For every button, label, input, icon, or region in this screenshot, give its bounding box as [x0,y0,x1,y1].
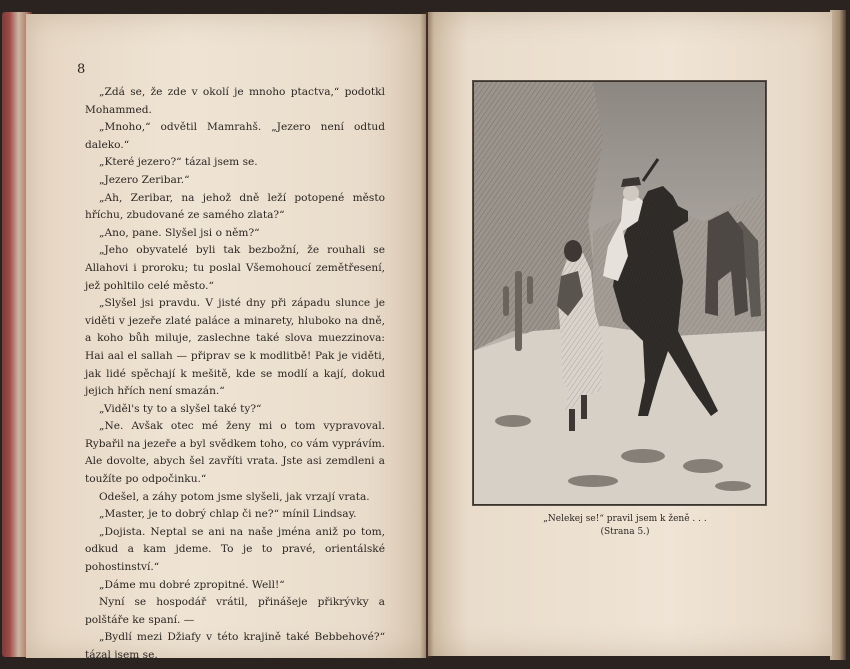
paragraph: Nyní se hospodář vrátil, přinášeje přikrývky a polštáře ke spaní. — [85,596,385,626]
caption-page-reference: (Strana 5.) [600,527,650,537]
paragraph: Odešel, a záhy potom jsme slyšeli, jak vrzají vrata. [99,490,370,503]
page-number: 8 [77,62,86,77]
illustration-caption [510,513,740,539]
paragraph: „Ano, pane. Slyšel jsi o něm?“ [99,226,260,239]
paragraph: „Dáme mu dobré zpropitné. Well!“ [99,578,285,591]
paragraph: „Které jezero?“ tázal jsem se. [99,156,258,169]
paragraph: „Viděl's ty to a slyšel také ty?“ [99,402,262,415]
paragraph: „Zdá se, že zde v okolí je mnoho ptactva,“ podotkl Mohammed. [85,86,385,116]
paragraph: „Master, je to dobrý chlap či ne?“ mínil Lindsay. [99,508,357,521]
book-spine [420,12,434,658]
book-cover-right [830,10,846,660]
paragraph: „Jeho obyvatelé byli tak bezbožní, že rouhali se Allahovi i proroku; tu poslal Všemohoucí zemětřesení, jež pohltilo celé město.“ [85,244,385,292]
paragraph: „Ne. Avšak otec mé ženy mi o tom vypravoval. Rybařil na jezeře a byl svědkem toho, co vám vyprávím. Ale dovolte, abych šel zavříti vrata. Jste asi zemdleni a toužíte po odpočinku.“ [85,420,385,486]
paragraph: „Mnoho,“ odvětil Mamrahš. „Jezero není odtud daleko.“ [85,121,385,151]
paragraph: „Ah, Zeribar, na jehož dně leží potopené město hříchu, zbudované ze samého zlata?“ [85,191,385,222]
paragraph: „Jezero Zeribar.“ [99,173,190,186]
paragraph: „Dojista. Neptal se ani na naše jména aniž po tom, odkud a kam jdeme. To je to pravé, orientálské pohostinství.“ [85,525,385,574]
paragraph: „Slyšel jsi pravdu. V jisté dny při západu slunce je viděti v jezeře zlaté paláce a minarety, hluboko na dně, a koho bůh miluje, zaslechne také slova muezzinova: Hai aal el sallah — připrav se k modlitbě! Pak je viděti, jak lidé spěchají k mešitě, kde se modlí a kají, dokud jejich hřích není smazán.“ [85,297,385,398]
illustration-engraving [472,80,767,506]
paragraph: „Bydlí mezi Džiafy v této krajině také Bebbehové?“ tázal jsem se. [85,631,385,661]
caption-text: „Nelekej se!“ pravil jsem k ženě . . . [543,514,707,524]
body-text [85,84,385,665]
